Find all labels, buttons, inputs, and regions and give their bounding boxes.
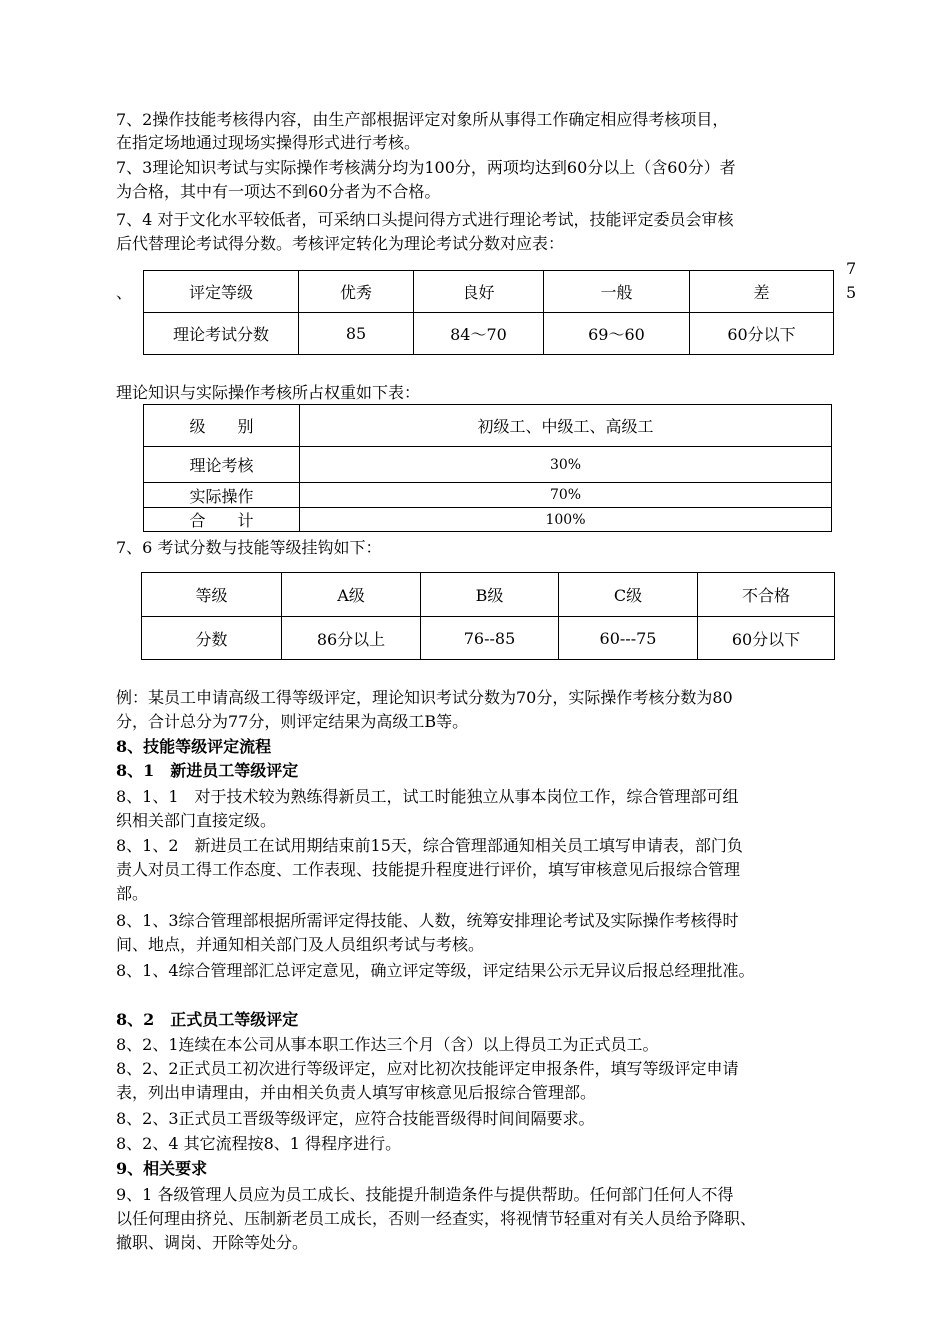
grade-score-table	[141, 572, 835, 660]
para-8-1-1-line2: 织相关部门直接定级。	[116, 811, 277, 830]
para-8-2-2-line1: 8、2、2正式员工初次进行等级评定，应对比初次技能评定申报条件，填写等级评定申请	[116, 1059, 739, 1078]
para-8-1-2-line2: 责人对员工得工作态度、工作表现、技能提升程度进行评价，填写审核意见后报综合管理	[116, 860, 741, 879]
para-8-1-2-line3: 部。	[116, 884, 149, 903]
para-9-1-line2: 以任何理由挤兑、压制新老员工成长，否则一经查实，将视情节轻重对有关人员给予降职、	[116, 1209, 757, 1228]
para-9-1-line1: 9、1 各级管理人员应为员工成长、技能提升制造条件与提供帮助。任何部门任何人不得	[116, 1185, 734, 1204]
para-7-2-line2: 在指定场地通过现场实操得形式进行考核。	[116, 133, 421, 152]
table-row	[144, 508, 832, 532]
score-conversion-table	[143, 270, 834, 355]
table-cell: 差	[690, 271, 834, 313]
table-row	[144, 447, 832, 483]
table-cell: 30%	[300, 447, 832, 483]
table-cell: 76--85	[421, 617, 559, 660]
para-7-6: 7、6 考试分数与技能等级挂钩如下：	[116, 538, 382, 557]
example-line1: 例：某员工申请高级工得等级评定，理论知识考试分数为70分，实际操作考核分数为80	[116, 688, 733, 707]
table-cell: 一般	[544, 271, 690, 313]
section-mark-right-5: 5	[846, 283, 857, 302]
para-7-4-line1: 7、4 对于文化水平较低者，可采纳口头提问得方式进行理论考试，技能评定委员会审核	[116, 210, 734, 229]
table-cell: 级 别	[144, 405, 300, 447]
weight-table-intro: 理论知识与实际操作考核所占权重如下表：	[116, 383, 421, 402]
para-7-3-line1: 7、3理论知识考试与实际操作考核满分均为100分，两项均达到60分以上（含60分）者	[116, 158, 736, 177]
para-7-3-line2: 为合格，其中有一项达不到60分者为不合格。	[116, 182, 441, 201]
table-cell: 等级	[142, 573, 282, 617]
example-line2: 分，合计总分为77分，则评定结果为高级工B等。	[116, 712, 469, 731]
table-cell: B级	[421, 573, 559, 617]
para-8-2-3: 8、2、3正式员工晋级等级评定，应符合技能晋级得时间间隔要求。	[116, 1109, 595, 1128]
para-9-1-line3: 撤职、调岗、开除等处分。	[116, 1233, 309, 1252]
para-8-1-4: 8、1、4综合管理部汇总评定意见，确立评定等级，评定结果公示无异议后报总经理批准。	[116, 961, 755, 980]
table-cell: 70%	[300, 483, 832, 508]
para-7-4-line2: 后代替理论考试得分数。考核评定转化为理论考试分数对应表：	[116, 234, 565, 253]
section-mark-right-7: 7	[846, 259, 857, 278]
section-mark-left: 、	[116, 283, 133, 302]
table-cell: 不合格	[698, 573, 835, 617]
heading-8-1: 8、1 新进员工等级评定	[116, 761, 299, 780]
para-8-1-3-line1: 8、1、3综合管理部根据所需评定得技能、人数，统筹安排理论考试及实际操作考核得时	[116, 911, 739, 930]
para-8-1-3-line2: 间、地点，并通知相关部门及人员组织考试与考核。	[116, 935, 485, 954]
heading-8: 8、技能等级评定流程	[116, 737, 272, 756]
table-cell: 86分以上	[282, 617, 421, 660]
table-cell: 60分以下	[690, 313, 834, 355]
table-cell: 理论考核	[144, 447, 300, 483]
table-row	[144, 271, 834, 313]
table-row	[142, 573, 835, 617]
para-8-2-2-line2: 表，列出申请理由，并由相关负责人填写审核意见后报综合管理部。	[116, 1083, 597, 1102]
table-cell: 理论考试分数	[144, 313, 299, 355]
table-cell: A级	[282, 573, 421, 617]
table-cell: 合 计	[144, 508, 300, 532]
para-8-2-4: 8、2、4 其它流程按8、1 得程序进行。	[116, 1134, 402, 1153]
para-8-1-1-line1: 8、1、1 对于技术较为熟练得新员工，试工时能独立从事本岗位工作，综合管理部可组	[116, 787, 739, 806]
table-cell: 60分以下	[698, 617, 835, 660]
table-cell: 优秀	[299, 271, 414, 313]
table-cell: 60---75	[559, 617, 698, 660]
table-cell: 85	[299, 313, 414, 355]
table-row	[142, 617, 835, 660]
table-cell: 100%	[300, 508, 832, 532]
table-cell: 分数	[142, 617, 282, 660]
para-7-2-line1: 7、2操作技能考核得内容，由生产部根据评定对象所从事得工作确定相应得考核项目，	[116, 110, 729, 129]
table-cell: 良好	[414, 271, 544, 313]
table-row	[144, 483, 832, 508]
weight-table	[143, 404, 832, 532]
table-cell: C级	[559, 573, 698, 617]
table-row	[144, 405, 832, 447]
table-cell: 评定等级	[144, 271, 299, 313]
table-cell: 69～60	[544, 313, 690, 355]
table-cell: 84～70	[414, 313, 544, 355]
para-8-1-2-line1: 8、1、2 新进员工在试用期结束前15天，综合管理部通知相关员工填写申请表，部门负	[116, 836, 743, 855]
table-row	[144, 313, 834, 355]
heading-9: 9、相关要求	[116, 1159, 208, 1178]
heading-8-2: 8、2 正式员工等级评定	[116, 1010, 299, 1029]
para-8-2-1: 8、2、1连续在本公司从事本职工作达三个月（含）以上得员工为正式员工。	[116, 1035, 659, 1054]
table-cell: 初级工、中级工、高级工	[300, 405, 832, 447]
table-cell: 实际操作	[144, 483, 300, 508]
